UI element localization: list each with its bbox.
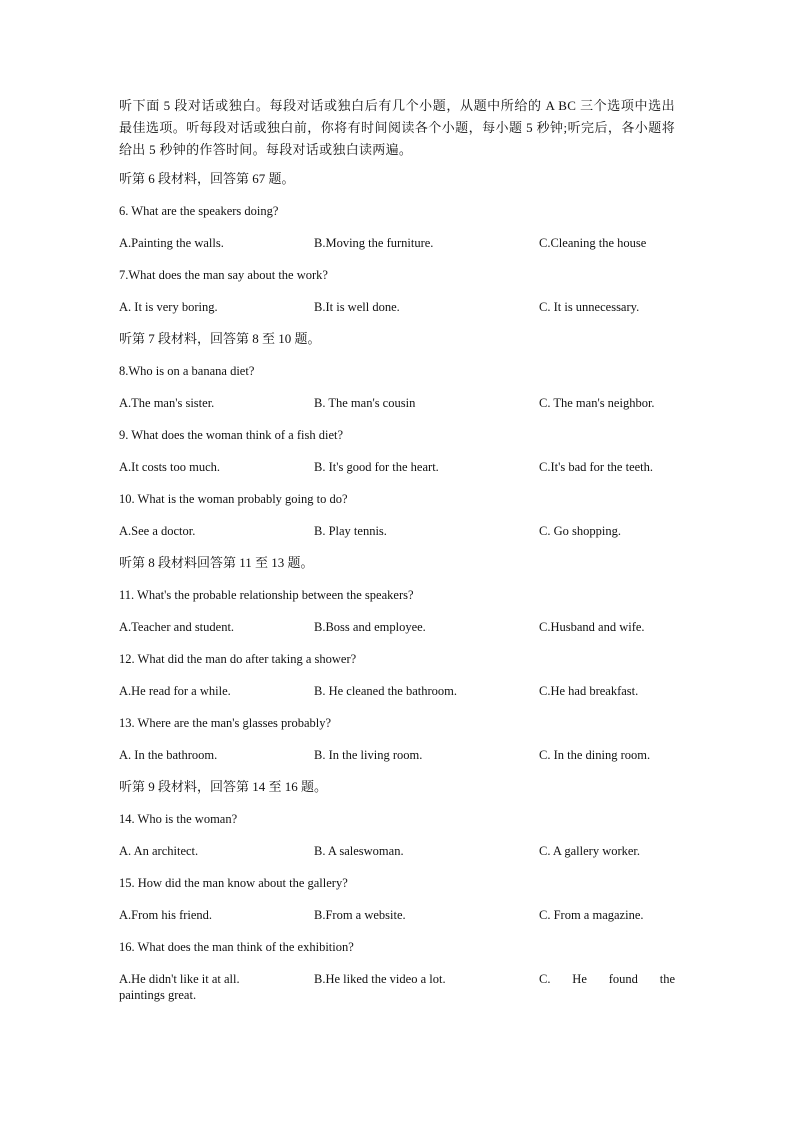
options-15 <box>119 905 675 937</box>
exam-page <box>119 95 675 1003</box>
section-heading: 听第 6 段材料，回答第 67 题。 <box>119 171 295 186</box>
option-b: B.It is well done. <box>314 300 400 314</box>
option-b: B. It's good for the heart. <box>314 460 439 474</box>
option-c: C. It is unnecessary. <box>539 300 640 314</box>
question-7: 7.What does the man say about the work? <box>119 268 328 282</box>
option-a: A.It costs too much. <box>119 460 221 474</box>
question-9: 9. What does the woman think of a fish diet? <box>119 428 344 442</box>
option-c: C. Go shopping. <box>539 524 621 538</box>
option-a: A.He read for a while. <box>119 684 231 698</box>
option-a: A. In the bathroom. <box>119 748 218 762</box>
options-16 <box>119 969 675 1001</box>
option-b: B.Boss and employee. <box>314 620 426 634</box>
option-c: C.Husband and wife. <box>539 620 645 634</box>
option-c: C. The man's neighbor. <box>539 396 655 410</box>
options-9 <box>119 457 675 489</box>
question-16: 16. What does the man think of the exhibition? <box>119 940 354 954</box>
option-c: C.It's bad for the teeth. <box>539 460 654 474</box>
question-15: 15. How did the man know about the gallery? <box>119 876 348 890</box>
question-6: 6. What are the speakers doing? <box>119 204 279 218</box>
option-b: B.He liked the video a lot. <box>314 972 446 986</box>
option-b: B. Play tennis. <box>314 524 387 538</box>
options-6 <box>119 233 675 265</box>
option-b: B.Moving the furniture. <box>314 236 434 250</box>
option-b: B. A saleswoman. <box>314 844 404 858</box>
option-c: C. A gallery worker. <box>539 844 641 858</box>
section-heading: 听第 7 段材料，回答第 8 至 10 题。 <box>119 331 321 346</box>
option-b: B.From a website. <box>314 908 406 922</box>
option-c: C. He found the <box>539 972 675 986</box>
options-7 <box>119 297 675 329</box>
question-8: 8.Who is on a banana diet? <box>119 364 255 378</box>
question-13: 13. Where are the man's glasses probably? <box>119 716 332 730</box>
section-heading: 听第 9 段材料，回答第 14 至 16 题。 <box>119 779 328 794</box>
option-a: A. It is very boring. <box>119 300 218 314</box>
option-b: B. The man's cousin <box>314 396 416 410</box>
option-a: A.From his friend. <box>119 908 213 922</box>
option-c-continuation: paintings great. <box>119 988 197 1002</box>
question-10: 10. What is the woman probably going to do? <box>119 492 348 506</box>
option-c: C.He had breakfast. <box>539 684 639 698</box>
options-13 <box>119 745 675 777</box>
options-14 <box>119 841 675 873</box>
question-14: 14. Who is the woman? <box>119 812 238 826</box>
instructions: 听下面 5 段对话或独白。每段对话或独白后有几个小题，从题中所给的 A BC 三个选项中选出最佳选项。听每段对话或独白前，你将有时间阅读各个小题，每小题 5 秒钟;听完后，各小题将给出 5 秒钟的作答时间。每段对话或独白读两遍。 <box>119 98 675 157</box>
option-b: B. He cleaned the bathroom. <box>314 684 458 698</box>
option-a: A.Teacher and student. <box>119 620 235 634</box>
question-11: 11. What's the probable relationship between the speakers? <box>119 588 414 602</box>
option-b: B. In the living room. <box>314 748 423 762</box>
options-11 <box>119 617 675 649</box>
option-c: C.Cleaning the house <box>539 236 647 250</box>
option-a: A.See a doctor. <box>119 524 196 538</box>
question-12: 12. What did the man do after taking a shower? <box>119 652 357 666</box>
options-10 <box>119 521 675 553</box>
options-12 <box>119 681 675 713</box>
option-a: A.He didn't like it at all. <box>119 972 240 986</box>
option-c: C. In the dining room. <box>539 748 651 762</box>
section-heading: 听第 8 段材料回答第 11 至 13 题。 <box>119 555 314 570</box>
option-a: A.Painting the walls. <box>119 236 224 250</box>
options-8 <box>119 393 675 425</box>
option-a: A.The man's sister. <box>119 396 215 410</box>
option-a: A. An architect. <box>119 844 199 858</box>
option-c: C. From a magazine. <box>539 908 644 922</box>
